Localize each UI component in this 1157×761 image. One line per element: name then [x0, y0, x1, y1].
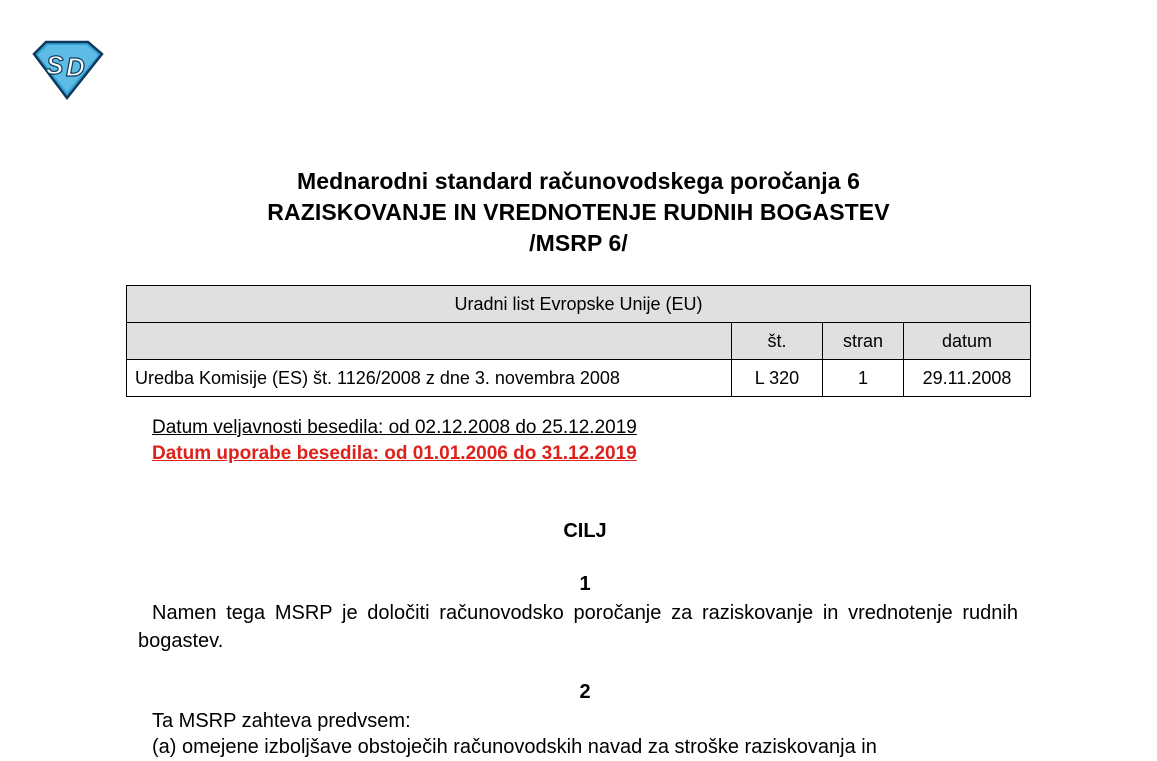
- validity-dates: [152, 415, 637, 467]
- table-header-cell: stran: [823, 323, 904, 360]
- sd-logo: [30, 40, 104, 100]
- table-cell: 29.11.2008: [904, 360, 1031, 397]
- svg-text:S: S: [46, 50, 64, 80]
- paragraph-2-item-a: [138, 733, 1018, 761]
- title-line-2: RAZISKOVANJE IN VREDNOTENJE RUDNIH BOGASTEV: [267, 199, 890, 225]
- table-header-cell: št.: [732, 323, 823, 360]
- section-heading-cilj: CILJ: [563, 520, 607, 542]
- title-line-1: Mednarodni standard računovodskega poročanja 6: [296, 168, 861, 194]
- paragraph-number-2: 2: [579, 681, 591, 703]
- table-cell: L 320: [732, 360, 823, 397]
- table-header-row: [127, 323, 1031, 360]
- validity-date: Datum veljavnosti besedila: od 02.12.2008 do 25.12.2019: [152, 417, 637, 438]
- table-caption: Uradni list Evropske Unije (EU): [127, 286, 1031, 323]
- paragraph-1: [138, 599, 1018, 655]
- paragraph-2-text: Ta MSRP zahteva predvsem:: [152, 710, 411, 732]
- paragraph-2-item-a-text: (a) omejene izboljšave obstoječih računovodskih navad za stroške raziskovanja in: [152, 736, 877, 758]
- table-header-cell: datum: [904, 323, 1031, 360]
- official-journal-table: [126, 285, 1031, 397]
- paragraph-1-text: Namen tega MSRP je določiti računovodsko poročanje za raziskovanje in vrednotenje rudnih bogastev.: [138, 602, 1018, 652]
- application-date: Datum uporabe besedila: od 01.01.2006 do 31.12.2019: [152, 443, 637, 464]
- table-row: [127, 360, 1031, 397]
- table-cell: Uredba Komisije (ES) št. 1126/2008 z dne 3. novembra 2008: [127, 360, 732, 397]
- paragraph-2: [138, 707, 1018, 735]
- table-cell: 1: [823, 360, 904, 397]
- svg-text:D: D: [66, 52, 85, 82]
- title-line-3: /MSRP 6/: [529, 230, 628, 256]
- table-header-cell: [127, 323, 732, 360]
- document-title: [0, 166, 1157, 259]
- paragraph-number-1: 1: [579, 573, 591, 595]
